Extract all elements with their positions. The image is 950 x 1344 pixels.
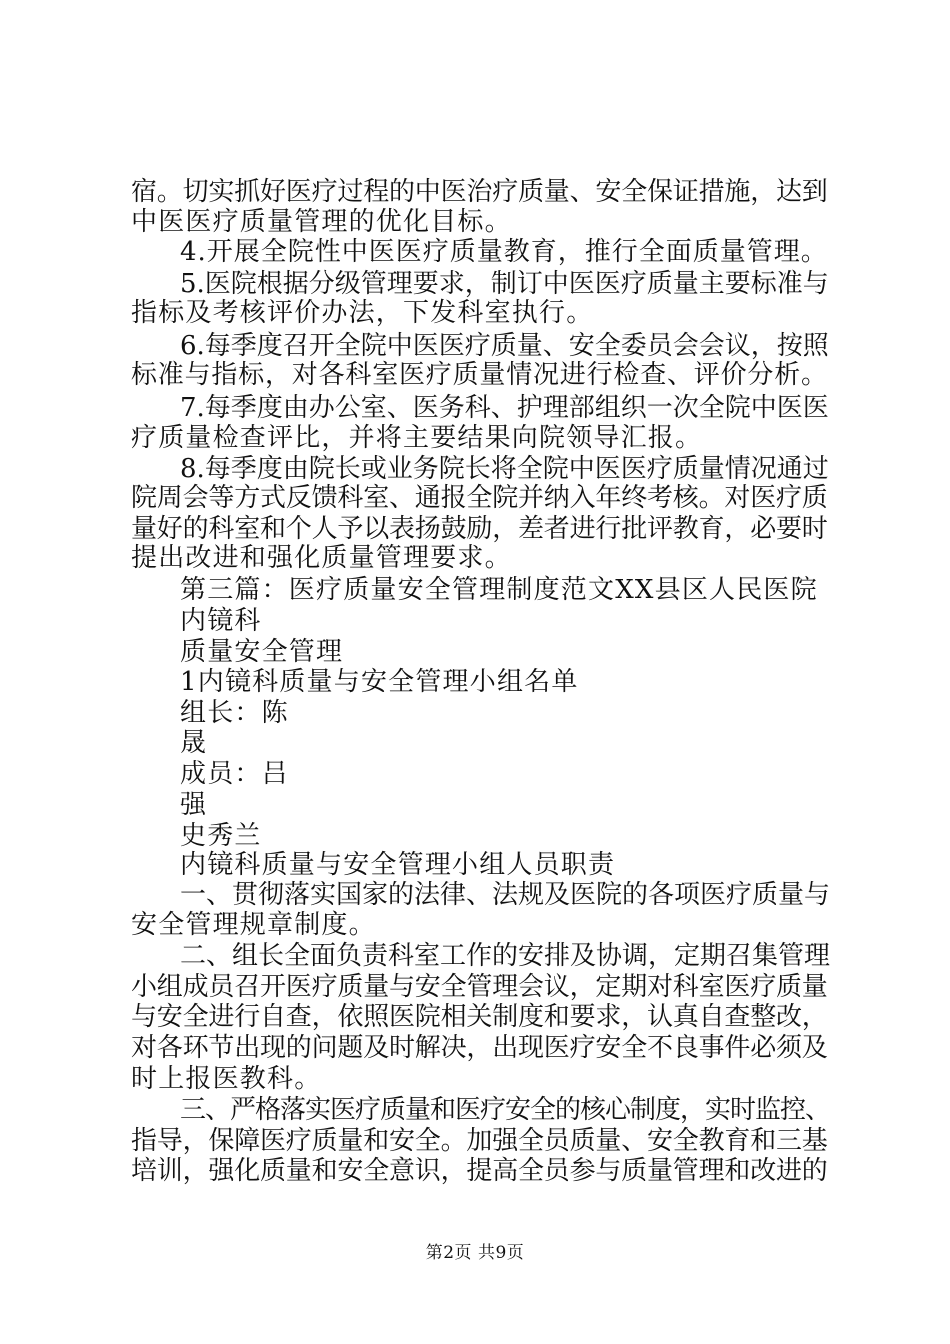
text-line: 提出改进和强化质量管理要求。 bbox=[131, 543, 512, 573]
text-line: 8.每季度由院长或业务院长将全院中医医疗质量情况通过 bbox=[180, 454, 829, 484]
text-line: 中医医疗质量管理的优化目标。 bbox=[131, 207, 512, 237]
text-line: 内镜科质量与安全管理小组人员职责 bbox=[180, 850, 616, 880]
text-line: 时上报医教科。 bbox=[131, 1064, 322, 1094]
text-line: 标准与指标，对各科室医疗质量情况进行检查、评价分析。 bbox=[131, 360, 828, 390]
text-line: 安全管理规章制度。 bbox=[131, 910, 376, 940]
text-line: 三、严格落实医疗质量和医疗安全的核心制度，实时监控、 bbox=[180, 1095, 831, 1125]
text-line: 量好的科室和个人予以表扬鼓励，差者进行批评教育，必要时 bbox=[131, 514, 828, 544]
text-line: 组长：陈 bbox=[180, 698, 289, 728]
text-line: 1内镜科质量与安全管理小组名单 bbox=[180, 667, 579, 697]
text-line: 与安全进行自查，依照医院相关制度和要求，认真自查整改， bbox=[131, 1002, 828, 1032]
text-line: 对各环节出现的问题及时解决，出现医疗安全不良事件必须及 bbox=[131, 1033, 828, 1063]
text-line: 内镜科 bbox=[180, 606, 262, 636]
text-line: 晟 bbox=[180, 728, 208, 758]
text-line: 小组成员召开医疗质量与安全管理会议，定期对科室医疗质量 bbox=[131, 972, 828, 1002]
text-line: 7.每季度由办公室、医务科、护理部组织一次全院中医医 bbox=[180, 393, 829, 423]
text-line: 强 bbox=[180, 790, 208, 820]
text-line: 5.医院根据分级管理要求，制订中医医疗质量主要标准与 bbox=[180, 269, 829, 299]
text-line: 4.开展全院性中医医疗质量教育，推行全面质量管理。 bbox=[180, 237, 828, 267]
text-line: 院周会等方式反馈科室、通报全院并纳入年终考核。对医疗质 bbox=[131, 483, 828, 513]
page-indicator: 第2页 共9页 bbox=[425, 1243, 525, 1263]
text-line: 指标及考核评价办法，下发科室执行。 bbox=[131, 298, 594, 328]
text-line: 成员：吕 bbox=[180, 759, 289, 789]
text-line: 史秀兰 bbox=[180, 821, 262, 851]
text-line: 宿。切实抓好医疗过程的中医治疗质量、安全保证措施，达到 bbox=[131, 177, 828, 207]
text-line: 一、贯彻落实国家的法律、法规及医院的各项医疗质量与 bbox=[180, 880, 831, 910]
text-line: 疗质量检查评比，并将主要结果向院领导汇报。 bbox=[131, 423, 703, 453]
section-heading: 第三篇：医疗质量安全管理制度范文XX县区人民医院 bbox=[180, 575, 818, 605]
text-line: 培训，强化质量和安全意识，提高全员参与质量管理和改进的 bbox=[131, 1156, 828, 1186]
text-line: 6.每季度召开全院中医医疗质量、安全委员会会议，按照 bbox=[180, 331, 829, 361]
text-line: 二、组长全面负责科室工作的安排及协调，定期召集管理 bbox=[180, 941, 831, 971]
text-line: 指导，保障医疗质量和安全。加强全员质量、安全教育和三基 bbox=[131, 1126, 828, 1156]
text-line: 质量安全管理 bbox=[180, 637, 344, 667]
